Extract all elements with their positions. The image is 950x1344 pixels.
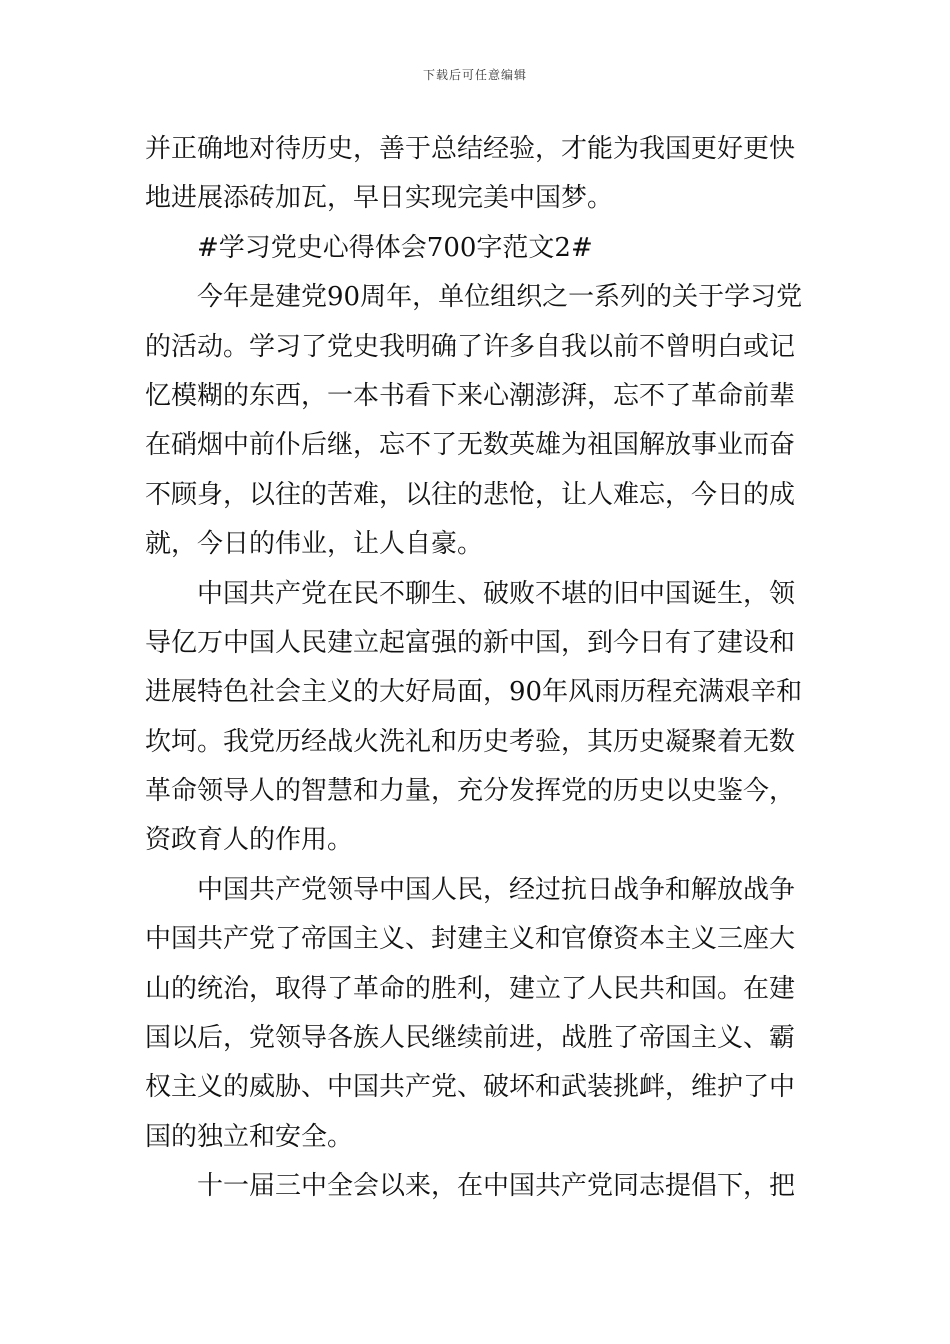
text-line: 坎坷。我党历经战火洗礼和历史考验，其历史凝聚着无数 — [145, 726, 796, 757]
text-line: 革命领导人的智慧和力量，充分发挥党的历史以史鉴今， — [145, 776, 796, 807]
paragraph-start-line: 中国共产党领导中国人民，经过抗日战争和解放战争 — [197, 874, 796, 905]
text-line: 在硝烟中前仆后继，忘不了无数英雄为祖国解放事业而奋 — [145, 430, 796, 461]
body-text — [145, 125, 810, 1212]
text-line: 地进展添砖加瓦，早日实现完美中国梦。 — [145, 183, 614, 214]
text-line: 资政育人的作用。 — [145, 825, 354, 856]
text-line: 国以后，党领导各族人民继续前进，战胜了帝国主义、霸 — [145, 1023, 796, 1054]
header-note: 下载后可任意编辑 — [422, 68, 527, 82]
text-line: 的活动。学习了党史我明确了许多自我以前不曾明白或记 — [145, 331, 796, 362]
text-line: 不顾身，以往的苦难，以往的悲怆，让人难忘，今日的成 — [145, 479, 796, 510]
text-line: 山的统治，取得了革命的胜利，建立了人民共和国。在建 — [145, 973, 796, 1004]
paragraph-start-line: 十一届三中全会以来，在中国共产党同志提倡下，把 — [197, 1171, 796, 1202]
text-line: 忆模糊的东西，一本书看下来心潮澎湃，忘不了革命前辈 — [145, 380, 796, 411]
paragraph-start-line: 中国共产党在民不聊生、破败不堪的旧中国诞生，领 — [197, 578, 796, 609]
section-heading: #学习党史心得体会700字范文2# — [197, 232, 593, 263]
paragraph-start-line: 今年是建党90周年，单位组织之一系列的关于学习党 — [197, 282, 803, 313]
text-line: 中国共产党了帝国主义、封建主义和官僚资本主义三座大 — [145, 924, 796, 955]
text-line: 导亿万中国人民建立起富强的新中国，到今日有了建设和 — [145, 627, 796, 658]
text-line: 就，今日的伟业，让人自豪。 — [145, 529, 484, 560]
text-line: 国的独立和安全。 — [145, 1121, 354, 1152]
text-line: 进展特色社会主义的大好局面，90年风雨历程充满艰辛和 — [145, 677, 803, 708]
text-line: 并正确地对待历史，善于总结经验，才能为我国更好更快 — [145, 134, 796, 164]
text-line: 权主义的威胁、中国共产党、破坏和武装挑衅，维护了中 — [145, 1072, 796, 1103]
